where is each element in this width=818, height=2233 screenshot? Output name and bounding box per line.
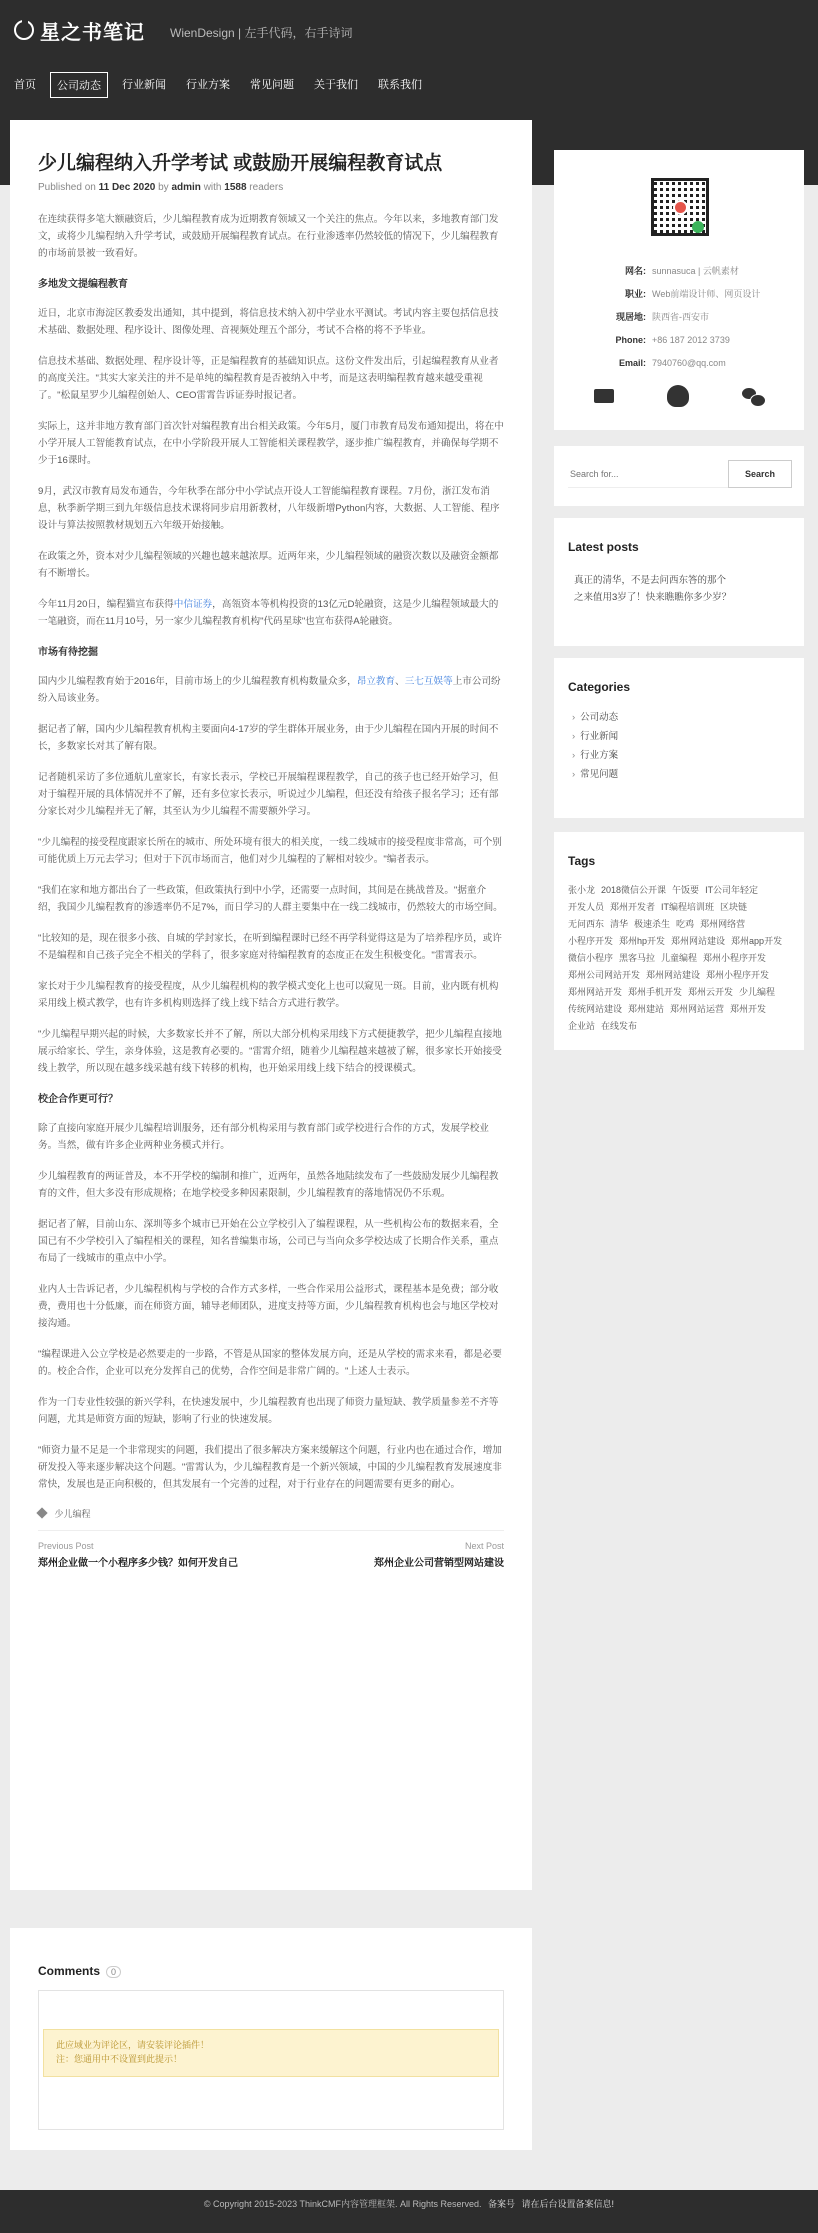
- paragraph: 近日，北京市海淀区教委发出通知，其中提到，将信息技术纳入初中学业水平测试。考试内容主要包括信息技术基础、数据处理、程序设计、图像处理、音视频处理五个部分，考试不合格的将不予毕业。: [38, 308, 499, 336]
- inline-link[interactable]: 三七互娱等: [404, 676, 453, 687]
- nav-contact[interactable]: 联系我们: [378, 79, 422, 91]
- inline-link[interactable]: 中信证券: [173, 599, 213, 610]
- profile-key: 网名:: [625, 266, 646, 276]
- profile-value: 7940760@qq.com: [652, 358, 726, 368]
- categories-list: [572, 708, 618, 784]
- paragraph: "比较知的是，现在很多小孩、自城的学封家长，在听到编程课时已经不再学科觉得这是为了培养程序员，或许不是编程和自己孩子完全不相关的学科了，很多家庭对待编程教育的态度正在发生积极变化。"雷霄表示。: [38, 933, 502, 961]
- profile-key: Email:: [618, 358, 646, 368]
- category-item[interactable]: › 公司动态: [572, 708, 618, 727]
- profile-key: Phone:: [615, 335, 646, 345]
- profile-row: [554, 260, 804, 283]
- tag-link[interactable]: 极速杀生: [634, 919, 671, 929]
- post-tags: [38, 1507, 504, 1520]
- paragraph: "少儿编程早期兴起的时候，大多数家长并不了解，所以大部分机构采用线下方式便捷教学，把少儿编程直接地展示给家长、学生，亲身体验，这是教育必要的。"雷霄介绍，随着少儿编程越来越被了解，很多家长开始接受线上教学，所以现在越多线采越有线下转移的机构，也开始采用线上线下结合的授课模式。: [38, 1029, 502, 1074]
- prev-post-label: Previous Post: [38, 1541, 94, 1551]
- tag-link[interactable]: 无问西东: [568, 919, 605, 929]
- prev-post-title[interactable]: 郑州企业做一个小程序多少钱？如何开发自己: [38, 1558, 238, 1569]
- tag-link[interactable]: 开发人员: [568, 902, 605, 912]
- profile-value: Web前端设计师、网页设计: [652, 289, 761, 299]
- site-header: [0, 0, 818, 60]
- paragraph: 据记者了解，目前山东、深圳等多个城市已开始在公立学校引入了编程课程，从一些机构公布的数据来看，全国已有不少学校引入了编程相关的课程，知名普编集市场，公司已与当向众多学校达成了长期合作关系，重点布局了一线城市的重点中小学。: [38, 1219, 499, 1264]
- tag-link[interactable]: 儿童编程: [661, 953, 698, 963]
- comment-area: [38, 1990, 504, 2130]
- tag-link[interactable]: 黑客马拉: [619, 953, 656, 963]
- tag-link[interactable]: 郑州公司网站开发: [568, 970, 641, 980]
- tag-link[interactable]: 郑州hp开发: [619, 936, 666, 946]
- meta-prefix: Published on: [38, 182, 96, 193]
- tag-link[interactable]: 清华: [610, 919, 629, 929]
- paragraph: 据记者了解，国内少儿编程教育机构主要面向4-17岁的学生群体开展业务，由于少儿编程在国内开展的时间不长，多数家长对其了解有限。: [38, 724, 499, 752]
- nav-home[interactable]: 首页: [14, 79, 36, 91]
- post-navigation: [38, 1530, 504, 1569]
- next-post[interactable]: [374, 1541, 504, 1569]
- profile-row: [554, 329, 804, 352]
- social-links: [594, 385, 764, 407]
- tag-link[interactable]: 在线发布: [601, 1021, 638, 1031]
- tag-link[interactable]: 郑州小程序开发: [706, 970, 770, 980]
- paragraph: 在政策之外，资本对少儿编程领域的兴趣也越来越浓厚。近两年来，少儿编程领域的融资次数以及融资金额都有不断增长。: [38, 551, 499, 579]
- categories-widget: [554, 658, 804, 818]
- comments-count-badge: 0: [106, 1966, 121, 1978]
- post-title: 少儿编程纳入升学考试 或鼓励开展编程教育试点: [38, 153, 443, 174]
- tag-link[interactable]: 郑州开发: [730, 1004, 767, 1014]
- paragraph: "我们在家和地方都出台了一些政策，但政策执行到中小学，还需要一点时间，其间是在挑战普及。"据童介绍，我国少儿编程教育的渗透率仍不足7%，而日学习的人群主要集中在一线二线城市，仍然较大的市场空间。: [38, 885, 503, 913]
- site-footer: [0, 2190, 818, 2233]
- comments-heading: Comments: [38, 1964, 101, 1978]
- nav-faq[interactable]: 常见问题: [250, 79, 294, 91]
- tag-link[interactable]: 微信小程序: [568, 953, 614, 963]
- post-meta: [38, 182, 504, 193]
- paragraph: 今年11月20日，编程猫宣布获得中信证券，高瓴资本等机构投资的13亿元D轮融资，这是少儿编程领域最大的一笔融资，而在11月10号，另一家少儿编程教育机构"代码星球"也宣布获得A轮融资。: [38, 599, 499, 627]
- tag-link[interactable]: 郑州手机开发: [628, 987, 683, 997]
- tag-link[interactable]: 郑州网站建设: [646, 970, 701, 980]
- tag-link[interactable]: 郑州小程序开发: [703, 953, 767, 963]
- footer-record-link[interactable]: 请在后台设置备案信息!: [521, 2199, 615, 2209]
- category-item[interactable]: › 行业新闻: [572, 727, 618, 746]
- article-card: [10, 120, 532, 1890]
- verified-check-icon: [692, 221, 704, 233]
- paragraph: "师资力量不足是一个非常现实的问题，我们提出了很多解决方案来缓解这个问题，行业内也在通过合作，增加研发投入等来逐步解决这个问题。"雷霄认为，少儿编程教育是一个新兴领域，中国的少儿编程教育发展速度非常快，发展也是正向积极的，但其发展有一个完善的过程，对于行业存在的问题需要有更多的耐心。: [38, 1445, 502, 1490]
- comments-section: [10, 1928, 532, 2150]
- logo-power-icon[interactable]: [14, 20, 34, 40]
- category-item[interactable]: › 行业方案: [572, 746, 618, 765]
- main-nav: [8, 72, 428, 98]
- mail-icon[interactable]: [594, 389, 614, 403]
- nav-industry-news[interactable]: 行业新闻: [122, 79, 166, 91]
- profile-row: [554, 352, 804, 375]
- paragraph: 除了直接向家庭开展少儿编程培训服务，还有部分机构采用与教育部门或学校进行合作的方式，发展学校业务。当然，做有许多企业两种业务模式并行。: [38, 1123, 489, 1151]
- profile-value: sunnasuca | 云帆素材: [652, 266, 739, 276]
- meta-with: with: [203, 182, 222, 193]
- tag-link[interactable]: 郑州云开发: [688, 987, 734, 997]
- latest-posts-title: Latest posts: [568, 540, 639, 554]
- latest-post-link[interactable]: 真正的清华，不是去问西东答的那个之来值用3岁了！快来瞧瞧你多少岁？: [574, 575, 732, 603]
- tag-link[interactable]: 郑州网络营: [700, 919, 746, 929]
- meta-by: by: [158, 182, 169, 193]
- qr-logo-icon: [673, 200, 688, 215]
- tag-link[interactable]: IT编程培训班: [661, 902, 715, 912]
- tag-cloud: [568, 882, 794, 1035]
- comment-plugin-warning: [43, 2029, 499, 2077]
- paragraph: 家长对于少儿编程教育的接受程度，从少儿编程机构的教学模式变化上也可以窥见一斑。目前，业内既有机构采用线上模式教学，也有许多机构则选择了线上线下结合方式进行教学。: [38, 981, 499, 1009]
- search-input[interactable]: [568, 460, 728, 488]
- paragraph: "少儿编程的接受程度跟家长所在的城市、所处环境有很大的相关度，一线二线城市的接受程度非常高，可个别可能优质上万元去学习；但对于下沉市场而言，他们对少儿编程的了解相对较少。"编者表示。: [38, 837, 502, 865]
- tag-link[interactable]: 郑州app开发: [731, 936, 783, 946]
- tags-widget: [554, 832, 804, 1050]
- profile-row: [554, 306, 804, 329]
- post-readers: 1588: [224, 182, 247, 193]
- comments-title: [38, 1964, 121, 1978]
- paragraph: 在连续获得多笔大额融资后，少儿编程教育成为近期教育领域又一个关注的焦点。今年以来，多地教育部门发文，或将少儿编程纳入升学考试，或鼓励开展编程教育试点。在行业渗透率仍然较低的情况下，少儿编程教育的市场前景被一致看好。: [38, 214, 499, 259]
- nav-industry-solutions[interactable]: 行业方案: [186, 79, 230, 91]
- post-date: 11 Dec 2020: [98, 182, 156, 193]
- tag-link[interactable]: 郑州建站: [628, 1004, 665, 1014]
- tag-link[interactable]: 郑州网站开发: [568, 987, 623, 997]
- tag-link[interactable]: 企业站: [568, 1021, 596, 1031]
- profile-key: 现居地:: [616, 312, 646, 322]
- qq-penguin-icon[interactable]: [667, 385, 689, 407]
- search-widget: [554, 446, 804, 506]
- footer-copyright: © Copyright 2015-2023 ThinkCMF内容管理框架. All Rights Reserved.: [203, 2199, 482, 2209]
- meta-readers-suffix: readers: [249, 182, 284, 193]
- latest-posts-widget: [554, 518, 804, 646]
- tag-link[interactable]: 吃鸡: [676, 919, 695, 929]
- section-heading: 多地发文提编程教育: [38, 279, 128, 290]
- paragraph: 记者随机采访了多位通航儿童家长，有家长表示，学校已开展编程课程教学，自己的孩子也已经开始学习，但对于编程开展的具体情况并不了解，还有多位家长表示，听说过少儿编程，但还没有给孩子报名学习；还有部分家长对少儿编程并无了解，其至认为少儿编程不需要额外学习。: [38, 772, 499, 817]
- profile-widget: [554, 150, 804, 430]
- category-item[interactable]: › 常见问题: [572, 765, 618, 784]
- tag-link[interactable]: IT公司年轻定: [705, 885, 759, 895]
- paragraph: 信息技术基础、数据处理、程序设计等，正是编程教育的基础知识点。这份文件发出后，引起编程教育从业者的高度关注。"其实大家关注的并不是单纯的编程教育是否被纳入中考，而是这表明编程教育越来越受重视了。"松鼠星罗少儿编程创始人、CEO雷霄告诉证券时报记者。: [38, 356, 499, 401]
- tag-link[interactable]: 传统网站建设: [568, 1004, 623, 1014]
- section-heading: 市场有待挖掘: [38, 647, 98, 658]
- paragraph: 业内人士告诉记者，少儿编程机构与学校的合作方式多样，一些合作采用公益形式，课程基本是免费；部分收费，费用也十分低廉，而在师资方面，辅导老师团队，进度支持等方面，少儿编程教育机构也会与地区学校对接沟通。: [38, 1284, 499, 1329]
- profile-row: [554, 283, 804, 306]
- tag-link[interactable]: 郑州网站建设: [671, 936, 726, 946]
- paragraph: "编程课进入公立学校是必然要走的一步路，不管是从国家的整体发展方向，还是从学校的需求来看，都是必要的。校企合作，企业可以充分发挥自己的优势，合作空间是非常广阔的。"上述人士表示。: [38, 1349, 502, 1377]
- inline-link[interactable]: 昂立教育: [356, 676, 396, 687]
- profile-value: +86 187 2012 3739: [652, 335, 730, 345]
- nav-company-news[interactable]: 公司动态: [50, 72, 108, 98]
- warning-line-2: 注：您通用中不设置到此提示！: [56, 2054, 183, 2064]
- tag-icon: [36, 1507, 47, 1518]
- prev-post[interactable]: [38, 1541, 238, 1569]
- paragraph: 9月，武汉市教育局发布通告，今年秋季在部分中小学试点开设人工智能编程教育课程。7月份，浙江发布消息，秋季新学期三到九年级信息技术课将同步启用新教材，八年级新增Python内容，大数据、人工智能、程序设计与算法按照教材规划五六年级开始接触。: [38, 486, 500, 531]
- tag-link[interactable]: 郑州开发者: [610, 902, 656, 912]
- tag-link[interactable]: 午饭要: [672, 885, 700, 895]
- tag-link[interactable]: 区块链: [720, 902, 748, 912]
- profile-key: 职业:: [625, 289, 646, 299]
- paragraph: 国内少儿编程教育始于2016年，目前市场上的少儿编程教育机构数量众多，昂立教育、三七互娱等上市公司纷纷入局该业务。: [38, 676, 501, 704]
- post-tag[interactable]: 少儿编程: [54, 1509, 91, 1519]
- paragraph: 实际上，这并非地方教育部门首次针对编程教育出台相关政策。今年5月，厦门市教育局发布通知提出，将在中小学开展人工智能教育试点，在中小学阶段开展人工智能相关课程教学，逐步推广编程教育，并确保每学期不少于16课时。: [38, 421, 504, 466]
- nav-about[interactable]: 关于我们: [314, 79, 358, 91]
- footer-icp-link[interactable]: 备案号: [488, 2199, 516, 2209]
- tags-title: Tags: [568, 854, 596, 868]
- next-post-title[interactable]: 郑州企业公司营销型网站建设: [374, 1558, 504, 1569]
- tag-link[interactable]: 小程序开发: [568, 936, 614, 946]
- paragraph: 少儿编程教育的两证普及，本不开学校的编制和推广，近两年，虽然各地陆续发布了一些鼓励发展少儿编程教育的文件，但大多没有形成规格；在地学校受多种因素限制，少儿编程教育的落地情况仍不乐观。: [38, 1171, 499, 1199]
- tag-link[interactable]: 少儿编程: [739, 987, 776, 997]
- next-post-label: Next Post: [464, 1541, 504, 1551]
- site-title[interactable]: 星之书笔记: [40, 22, 145, 44]
- site-description: WienDesign | 左手代码，右手诗词: [170, 26, 353, 40]
- paragraph: 作为一门专业性较强的新兴学科，在快速发展中，少儿编程教育也出现了师资力量短缺、教学质量参差不齐等问题，尤其是师资方面的短缺，影响了行业的快速发展。: [38, 1397, 499, 1425]
- search-button[interactable]: Search: [728, 460, 792, 488]
- qr-code: [651, 178, 709, 236]
- profile-info: [554, 260, 804, 375]
- profile-value: 陕西省-西安市: [652, 312, 709, 322]
- warning-line-1: 此应域业为评论区，请安装评论插件！: [56, 2040, 210, 2050]
- categories-title: Categories: [568, 680, 631, 694]
- section-heading: 校企合作更可行？: [38, 1094, 118, 1105]
- tag-link[interactable]: 郑州网站运营: [670, 1004, 725, 1014]
- wechat-icon[interactable]: [742, 385, 764, 407]
- tag-link[interactable]: 2018微信公开课: [601, 885, 667, 895]
- tag-link[interactable]: 张小龙: [568, 885, 596, 895]
- post-content: [38, 211, 504, 1493]
- post-author[interactable]: admin: [171, 182, 201, 193]
